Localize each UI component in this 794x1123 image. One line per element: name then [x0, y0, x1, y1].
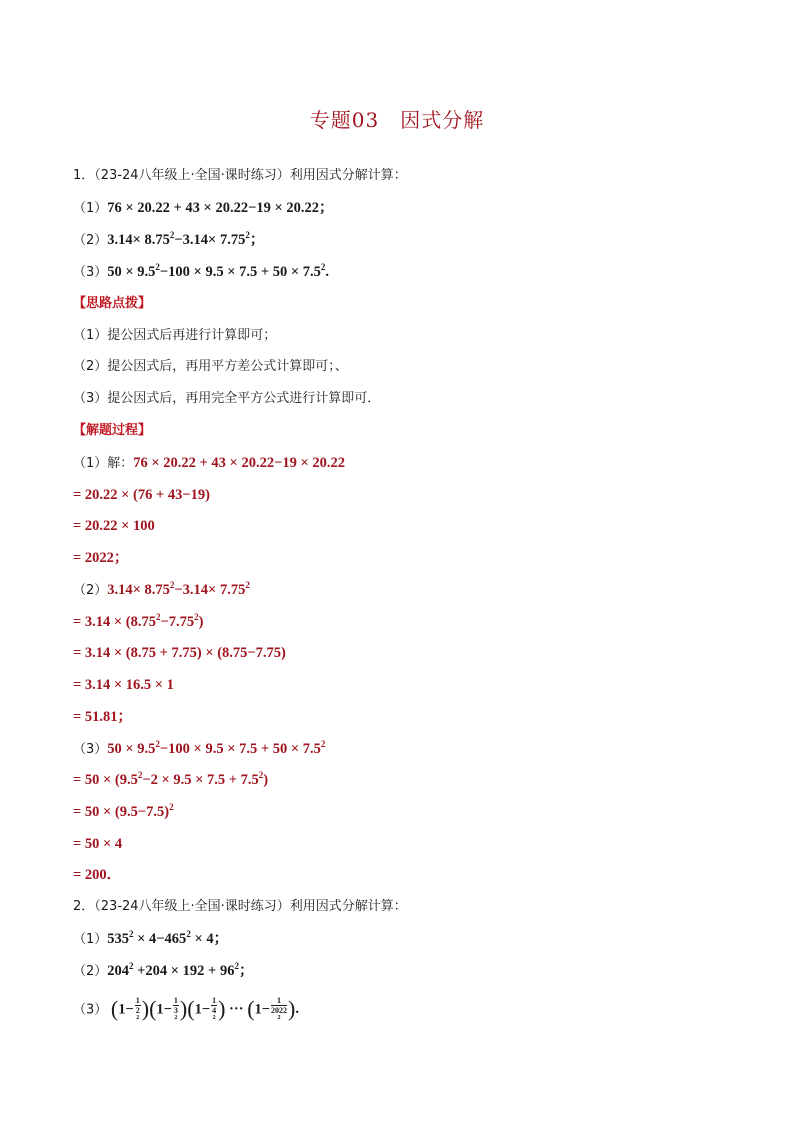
hint-3: （3）提公因式后，再用完全平方公式进行计算即可． — [73, 391, 381, 406]
solution-1-result: = 2022； — [73, 550, 129, 566]
q1-part1-label: （1） — [73, 201, 108, 216]
solution-3-start — [73, 740, 325, 759]
solution-2-expr: $3.14\times 8.75^2-3.14\times 7.75^2$ — [107, 580, 250, 598]
solution-2-step4: = 3.14 × 16.5 × 1 — [73, 677, 174, 693]
q1-part2 — [73, 231, 264, 250]
hint-tag: 【思路点拨】 — [73, 296, 152, 311]
q2-part2-expr: $204^2 +204 \times 192 + 96^2$； — [107, 961, 254, 979]
solution-1-step3: = 20.22 × 100 — [73, 518, 155, 534]
solution-1-start — [73, 454, 345, 473]
q1-part1 — [73, 199, 333, 218]
product-factor-3: (1− 1 4 $^2$ ) — [187, 996, 226, 1021]
solution-2-start — [73, 581, 250, 600]
q1-part2-label: （2） — [73, 233, 108, 248]
q1-part3-label: （3） — [73, 265, 108, 280]
q2-part2 — [73, 962, 253, 981]
solution-3-step2: = $50 \times (9.5^2-2 \times 9.5 \times 7.5 + 7.5^2)$ — [73, 770, 269, 788]
q1-part3 — [73, 263, 329, 282]
q2-part1-label: （1） — [73, 932, 108, 947]
product-factor-1: (1− 1 2 $^2$ ) — [110, 996, 150, 1021]
solution-2-step3: = 3.14 × (8.75 + 7.75) × (8.75−7.75) — [73, 645, 286, 661]
q2-part3 — [73, 996, 299, 1024]
solution-2-step2: = $3.14 \times (8.75^2-7.75^2)$ — [73, 612, 204, 630]
q2-part3-expr: (1− 1 2 $^2$ )(1− 1 3 $^2$ )(1− 1 4 $^2$ ) ··· (1− 1 2022 $^2$ ). — [107, 1001, 299, 1017]
q2-part2-label: （2） — [73, 964, 108, 979]
page-title: 专题03 因式分解 — [309, 108, 485, 132]
solution-tag: 【解题过程】 — [73, 423, 152, 438]
q2-part1 — [73, 930, 228, 949]
ellipsis: ··· — [229, 1001, 244, 1018]
q1-header: 1．（23-24八年级上·全国·课时练习）利用因式分解计算： — [73, 168, 407, 183]
q1-part3-expr: $50 \times 9.5^2-100 \times 9.5 \times 7.5 + 50 \times 7.5^2$. — [107, 262, 329, 280]
solution-3-result: = 200． — [73, 867, 122, 883]
q1-part1-expr: 76 × 20.22 + 43 × 20.22−19 × 20.22； — [107, 200, 334, 216]
hint-1: （1）提公因式后再进行计算即可； — [73, 328, 277, 343]
solution-3-step4: = 50 × 4 — [73, 836, 123, 852]
q1-part2-expr: $3.14\times 8.75^2-3.14\times 7.75^2$； — [107, 230, 265, 248]
product-factor-last: (1− 1 2022 $^2$ ) — [247, 996, 296, 1021]
hint-2: （2）提公因式后，再用平方差公式计算即可；、 — [73, 359, 348, 374]
solution-1-step2: = 20.22 × (76 + 43−19) — [73, 487, 210, 503]
q2-header: 2．（23-24八年级上·全国·课时练习）利用因式分解计算： — [73, 899, 407, 914]
solution-1-label: （1）解： — [73, 456, 134, 471]
q2-part1-expr: $535^2 \times 4-465^2 \times 4$； — [107, 929, 229, 947]
solution-3-expr: $50 \times 9.5^2-100 \times 9.5 \times 7.5 + 50 \times 7.5^2$ — [107, 739, 326, 757]
solution-1-expr: 76 × 20.22 + 43 × 20.22−19 × 20.22 — [133, 455, 345, 471]
solution-2-label: （2） — [73, 583, 108, 598]
solution-3-step3: = $50 \times (9.5-7.5)^2$ — [73, 802, 174, 820]
solution-2-result: = 51.81； — [73, 709, 133, 725]
solution-3-label: （3） — [73, 742, 108, 757]
q2-part3-label: （3） — [73, 1002, 108, 1018]
product-factor-2: (1− 1 3 $^2$ ) — [149, 996, 188, 1021]
